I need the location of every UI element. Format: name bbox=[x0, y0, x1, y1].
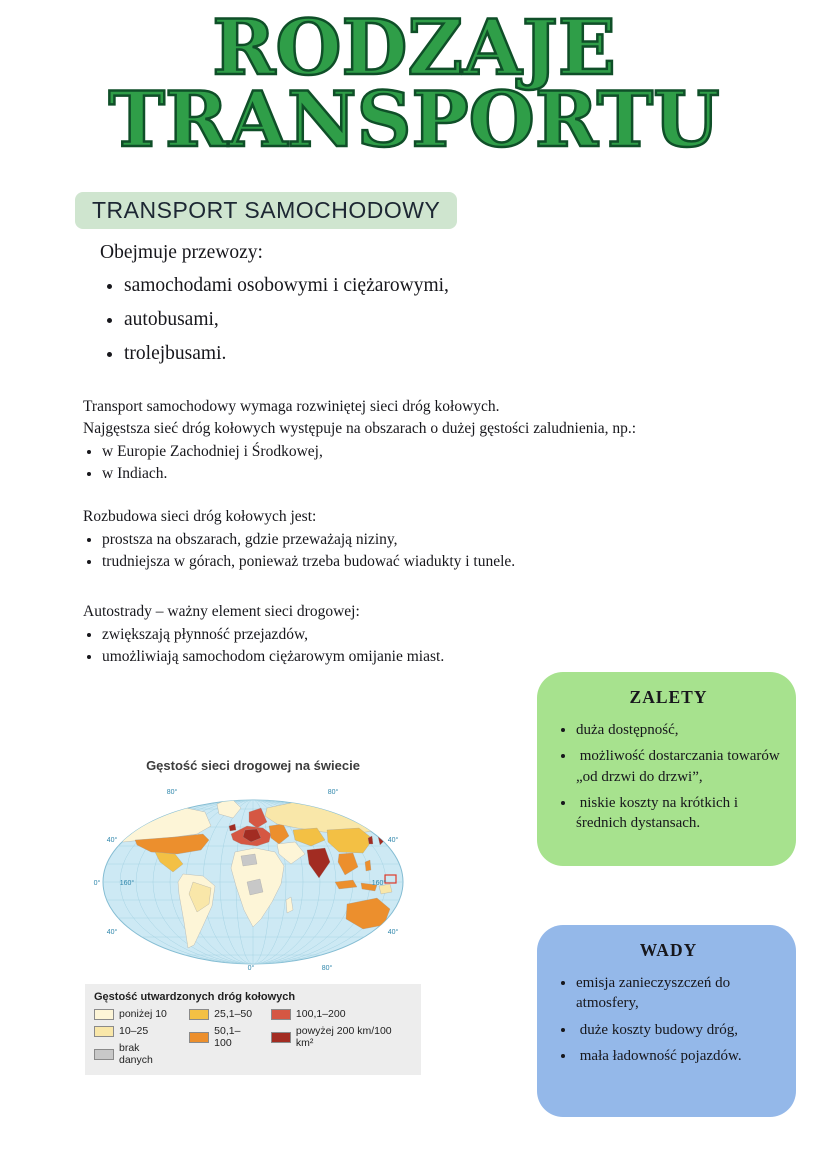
list-item: • emisja zanieczyszczeń do atmosfery, bbox=[576, 973, 780, 1014]
list-item: • duża dostępność, bbox=[576, 720, 780, 740]
continent-philippines bbox=[365, 860, 371, 871]
notes-section bbox=[83, 396, 755, 668]
map-legend bbox=[85, 984, 421, 1075]
legend-swatch bbox=[94, 1026, 114, 1037]
list-item: • umożliwiają samochodom ciężarowym omijanie miast. bbox=[102, 646, 755, 668]
disadvantages-title: WADY bbox=[639, 940, 698, 960]
legend-item bbox=[189, 1025, 258, 1049]
legend-column bbox=[94, 1008, 176, 1066]
page-title-line1: RODZAJE bbox=[212, 3, 616, 92]
continent-africa-nodata-1 bbox=[241, 854, 257, 866]
legend-item bbox=[94, 1008, 176, 1020]
legend-title: Gęstość utwardzonych dróg kołowych bbox=[94, 991, 296, 1003]
intro-list bbox=[124, 275, 449, 365]
legend-swatch bbox=[189, 1032, 209, 1043]
tick-label: 40° bbox=[387, 929, 399, 936]
paragraph: Transport samochodowy wymaga rozwiniętej sieci dróg kołowych. bbox=[83, 398, 500, 415]
list-item: • niskie koszty na krótkich i średnich dystansach. bbox=[576, 793, 780, 834]
list-item: • zwiększają płynność przejazdów, bbox=[102, 624, 755, 646]
disadvantages-list bbox=[561, 973, 780, 1066]
legend-grid bbox=[94, 1008, 412, 1066]
legend-swatch bbox=[94, 1049, 114, 1060]
tick-label: 160° bbox=[119, 880, 135, 887]
tick-label: 160° bbox=[371, 880, 387, 887]
bullet-list bbox=[102, 624, 755, 668]
page-title bbox=[0, 3, 828, 165]
legend-label: 100,1–200 bbox=[295, 1008, 346, 1020]
list-item: • samochodami osobowymi i ciężarowymi, bbox=[124, 275, 449, 297]
list-item: • trolejbusami. bbox=[124, 343, 449, 365]
legend-swatch bbox=[271, 1032, 291, 1043]
paragraph: Autostrady – ważny element sieci drogowej: bbox=[83, 603, 360, 620]
advantages-list bbox=[561, 720, 784, 833]
legend-item bbox=[271, 1008, 412, 1020]
legend-item bbox=[271, 1025, 412, 1049]
tick-label: 40° bbox=[106, 929, 118, 936]
tick-label: 0° bbox=[93, 880, 101, 887]
advantages-title: ZALETY bbox=[629, 687, 708, 707]
advantages-box bbox=[537, 672, 796, 866]
legend-swatch bbox=[189, 1009, 209, 1020]
legend-item bbox=[94, 1042, 176, 1066]
world-map-image bbox=[85, 782, 421, 982]
legend-label: 50,1–100 bbox=[214, 1025, 241, 1049]
list-item: • w Indiach. bbox=[102, 463, 755, 485]
list-item: • mała ładowność pojazdów. bbox=[576, 1046, 780, 1066]
map-figure bbox=[85, 758, 421, 1075]
tick-label: 0° bbox=[247, 965, 255, 972]
legend-label: brak danych bbox=[119, 1042, 153, 1066]
list-item: • duże koszty budowy dróg, bbox=[576, 1020, 780, 1040]
legend-item bbox=[94, 1025, 176, 1037]
legend-label: 25,1–50 bbox=[214, 1008, 253, 1020]
tick-label: 40° bbox=[106, 837, 118, 844]
tick-label: 80° bbox=[327, 789, 339, 796]
continent-africa-nodata-2 bbox=[247, 879, 263, 895]
legend-swatch bbox=[94, 1009, 114, 1020]
tick-label: 80° bbox=[321, 965, 333, 972]
intro-lead: Obejmuje przewozy: bbox=[100, 242, 263, 263]
legend-swatch bbox=[271, 1009, 291, 1020]
list-item: • autobusami, bbox=[124, 309, 449, 331]
disadvantages-box bbox=[537, 925, 796, 1117]
intro-block bbox=[100, 242, 449, 377]
legend-column bbox=[271, 1008, 412, 1049]
list-item: • w Europie Zachodniej i Środkowej, bbox=[102, 441, 755, 463]
bullet-list bbox=[102, 441, 755, 485]
legend-label: powyżej 200 km/100 km² bbox=[295, 1025, 392, 1049]
section-header: TRANSPORT SAMOCHODOWY bbox=[75, 192, 457, 229]
tick-label: 80° bbox=[166, 789, 178, 796]
legend-label: poniżej 10 bbox=[119, 1008, 167, 1020]
map-title: Gęstość sieci drogowej na świecie bbox=[146, 758, 360, 773]
legend-label: 10–25 bbox=[119, 1025, 149, 1037]
page-title-line2: TRANSPORTU bbox=[108, 75, 720, 165]
legend-item bbox=[189, 1008, 258, 1020]
paragraph: Najgęstsza sieć dróg kołowych występuje na obszarach o dużej gęstości zaludnienia, np.: bbox=[83, 420, 637, 437]
legend-column bbox=[189, 1008, 258, 1049]
list-item: • prostsza na obszarach, gdzie przeważają niziny, bbox=[102, 529, 755, 551]
paragraph: Rozbudowa sieci dróg kołowych jest: bbox=[83, 508, 317, 525]
list-item: • możliwość dostarczania towarów „od drzwi do drzwi”, bbox=[576, 746, 780, 787]
list-item: • trudniejsza w górach, ponieważ trzeba budować wiadukty i tunele. bbox=[102, 551, 755, 573]
tick-label: 40° bbox=[387, 837, 399, 844]
bullet-list bbox=[102, 529, 755, 573]
